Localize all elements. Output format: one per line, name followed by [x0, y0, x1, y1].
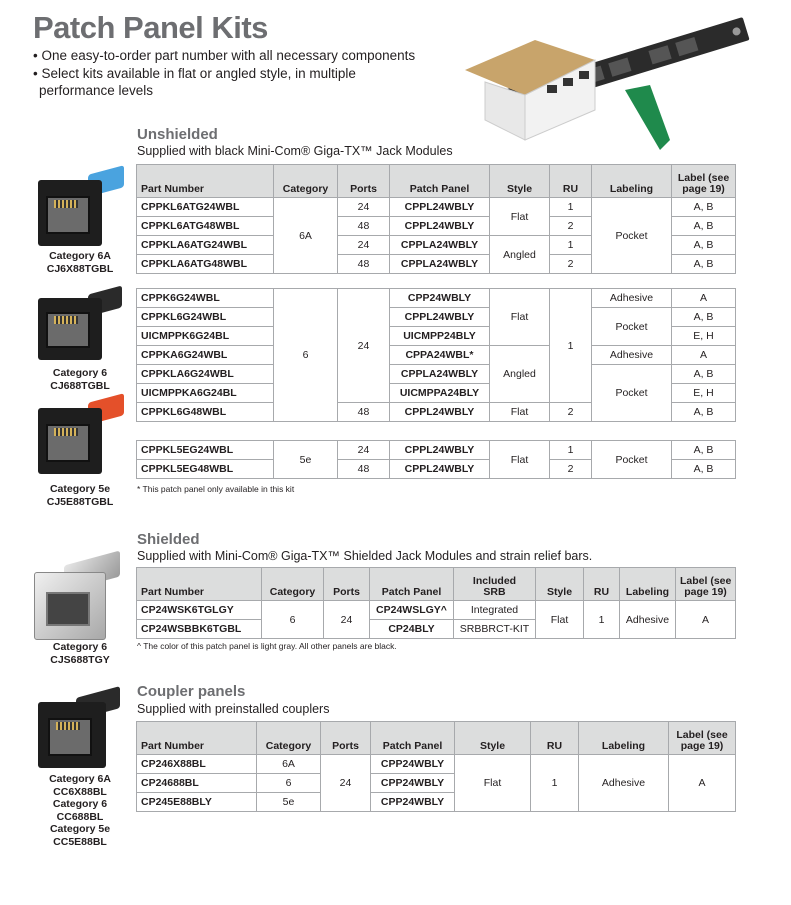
labeling: Pocket [592, 441, 672, 479]
col-label [669, 722, 736, 755]
section-title-unshielded: Unshielded [137, 126, 218, 143]
labeling: Adhesive [579, 755, 669, 812]
col-label-line2: page 19) [680, 740, 724, 752]
category: 6 [262, 601, 324, 639]
label: A [672, 289, 736, 308]
label: A, B [672, 217, 736, 236]
jack-shielded-image [34, 558, 126, 640]
col-category: Category [274, 165, 338, 198]
part-number: CPPKL5EG48WBL [137, 460, 274, 479]
part-number: CP24WSBBK6TGBL [137, 620, 262, 639]
col-label-line2: page 19) [684, 586, 727, 598]
patch-panel: CPPL24WBLY [390, 217, 490, 236]
label: A, B [672, 460, 736, 479]
col-label [676, 568, 736, 601]
label: A, B [672, 236, 736, 255]
caption-line: Category 5e [49, 483, 111, 495]
table-shielded [136, 567, 736, 639]
label: A, B [672, 198, 736, 217]
caption-line: Category 6 [52, 641, 108, 653]
label: A, B [672, 255, 736, 274]
label: A, B [672, 403, 736, 422]
ports: 48 [338, 255, 390, 274]
table-row [137, 289, 736, 308]
patch-panel: CPPLA24WBLY [390, 255, 490, 274]
caption-line: Category 6A [49, 250, 111, 262]
label: E, H [672, 384, 736, 403]
bullet-2: • Select kits available in flat or angled style, in multiple [33, 66, 356, 81]
category: 6 [257, 774, 321, 793]
category: 6A [274, 198, 338, 274]
col-ru: RU [531, 722, 579, 755]
category: 6A [257, 755, 321, 774]
ru: 2 [550, 217, 592, 236]
caption-line: Category 6 [52, 798, 108, 810]
table-row [137, 346, 736, 365]
caption-line: CC6X88BL [53, 785, 107, 798]
labeling: Adhesive [620, 601, 676, 639]
patch-panel-kit-image [455, 0, 755, 160]
col-part-number: Part Number [137, 722, 257, 755]
patch-panel: UICMPP24BLY [390, 327, 490, 346]
patch-panel: UICMPPA24BLY [390, 384, 490, 403]
caption-coupler [36, 773, 124, 848]
footnote-unshielded: * This patch panel only available in this kit [137, 484, 295, 494]
table-row [137, 441, 736, 460]
style: Flat [490, 403, 550, 422]
col-label-line1: Label (see [676, 729, 728, 741]
ru: 2 [550, 403, 592, 422]
style: Flat [490, 289, 550, 346]
category: 5e [257, 793, 321, 812]
patch-panel: CP24BLY [370, 620, 454, 639]
ru: 2 [550, 460, 592, 479]
ports: 24 [338, 441, 390, 460]
part-number: CPPKL5EG24WBL [137, 441, 274, 460]
ru: 2 [550, 255, 592, 274]
ports: 24 [338, 236, 390, 255]
patch-panel: CPP24WBLY [371, 793, 455, 812]
col-category: Category [257, 722, 321, 755]
part-number: CPPKL6ATG48WBL [137, 217, 274, 236]
ru: 1 [550, 289, 592, 403]
label: E, H [672, 327, 736, 346]
col-label-line1: Label (see [680, 575, 732, 587]
col-srb-line1: Included [472, 575, 517, 587]
col-label [672, 165, 736, 198]
caption-cat5e [36, 483, 124, 508]
patch-panel: CPP24WBLY [390, 289, 490, 308]
bullet-2-cont: performance levels [39, 83, 154, 98]
caption-shielded [36, 641, 124, 666]
style: Flat [490, 441, 550, 479]
part-number: CPPK6G24WBL [137, 289, 274, 308]
patch-panel: CPPA24WBL* [390, 346, 490, 365]
col-labeling: Labeling [579, 722, 669, 755]
table-header [137, 722, 736, 755]
col-patch-panel: Patch Panel [371, 722, 455, 755]
caption-line: Category 6A [49, 773, 111, 785]
table-header [137, 568, 736, 601]
patch-panel: CPP24WBLY [371, 755, 455, 774]
part-number: CPPKLA6ATG48WBL [137, 255, 274, 274]
ports: 48 [338, 217, 390, 236]
col-ports: Ports [324, 568, 370, 601]
part-number: CP24688BL [137, 774, 257, 793]
caption-cat6 [36, 367, 124, 392]
label: A, B [672, 441, 736, 460]
ru: 1 [550, 441, 592, 460]
patch-panel: CPPL24WBLY [390, 308, 490, 327]
category: 5e [274, 441, 338, 479]
col-patch-panel: Patch Panel [370, 568, 454, 601]
part-number: CP246X88BL [137, 755, 257, 774]
part-number: CPPKL6G48WBL [137, 403, 274, 422]
table-coupler [136, 721, 736, 812]
table-row [137, 308, 736, 327]
table-unshielded-cat5e [136, 440, 736, 479]
col-style: Style [490, 165, 550, 198]
coupler-image [38, 692, 130, 770]
caption-line: CJ688TGBL [50, 379, 110, 392]
srb: SRBBRCT-KIT [454, 620, 536, 639]
jack-cat6a-image [38, 170, 130, 248]
col-style: Style [536, 568, 584, 601]
col-patch-panel: Patch Panel [390, 165, 490, 198]
part-number: CPPKLA6G24WBL [137, 365, 274, 384]
caption-line: CJ6X88TGBL [46, 262, 114, 275]
table-row [137, 198, 736, 217]
section-subtitle-shielded: Supplied with Mini-Com® Giga-TX™ Shielded Jack Modules and strain relief bars. [137, 549, 593, 563]
patch-panel: CP24WSLGY^ [370, 601, 454, 620]
label: A [676, 601, 736, 639]
ru: 1 [550, 236, 592, 255]
col-labeling: Labeling [620, 568, 676, 601]
label: A [669, 755, 736, 812]
section-title-shielded: Shielded [137, 531, 200, 548]
ports: 24 [338, 289, 390, 403]
col-label-line1: Label (see [677, 172, 730, 184]
table-unshielded-cat6a [136, 164, 736, 274]
part-number: CP24WSK6TGLGY [137, 601, 262, 620]
caption-line: Category 5e [49, 823, 111, 835]
section-title-coupler: Coupler panels [137, 683, 246, 700]
ru: 1 [531, 755, 579, 812]
patch-panel: CPPLA24WBLY [390, 236, 490, 255]
patch-panel: CPPL24WBLY [390, 460, 490, 479]
footnote-shielded: ^ The color of this patch panel is light gray. All other panels are black. [137, 641, 397, 651]
table-row [137, 601, 736, 620]
col-labeling: Labeling [592, 165, 672, 198]
labeling: Pocket [592, 365, 672, 422]
ports: 48 [338, 403, 390, 422]
labeling: Adhesive [592, 289, 672, 308]
part-number: CPPKL6ATG24WBL [137, 198, 274, 217]
labeling: Pocket [592, 198, 672, 274]
col-included-srb [454, 568, 536, 601]
jack-cat6-image [38, 290, 130, 362]
ru: 1 [584, 601, 620, 639]
col-ru: RU [584, 568, 620, 601]
labeling: Pocket [592, 308, 672, 346]
patch-panel: CPP24WBLY [371, 774, 455, 793]
part-number: CPPKL6G24WBL [137, 308, 274, 327]
section-subtitle-unshielded: Supplied with black Mini-Com® Giga-TX™ Jack Modules [137, 144, 453, 158]
labeling: Adhesive [592, 346, 672, 365]
part-number: UICMPPKA6G24BL [137, 384, 274, 403]
table-row [137, 755, 736, 774]
ports: 24 [338, 198, 390, 217]
col-ru: RU [550, 165, 592, 198]
col-ports: Ports [338, 165, 390, 198]
section-subtitle-coupler: Supplied with preinstalled couplers [137, 702, 330, 716]
patch-panel: CPPL24WBLY [390, 403, 490, 422]
table-row [137, 365, 736, 384]
part-number: CPPKLA6ATG24WBL [137, 236, 274, 255]
caption-line: Category 6 [52, 367, 108, 379]
style: Flat [455, 755, 531, 812]
col-category: Category [262, 568, 324, 601]
ru: 1 [550, 198, 592, 217]
ports: 48 [338, 460, 390, 479]
page-title: Patch Panel Kits [33, 10, 268, 45]
col-srb-line2: SRB [483, 586, 506, 598]
col-part-number: Part Number [137, 165, 274, 198]
label: A, B [672, 365, 736, 384]
col-part-number: Part Number [137, 568, 262, 601]
caption-line: CC5E88BL [53, 835, 107, 848]
category: 6 [274, 289, 338, 422]
style: Flat [536, 601, 584, 639]
patch-panel: CPPL24WBLY [390, 198, 490, 217]
patch-panel: CPPL24WBLY [390, 441, 490, 460]
bullet-1: • One easy-to-order part number with all necessary components [33, 48, 416, 63]
col-label-line2: page 19) [682, 183, 725, 195]
caption-cat6a [36, 250, 124, 275]
col-ports: Ports [321, 722, 371, 755]
table-header [137, 165, 736, 198]
part-number: CP245E88BLY [137, 793, 257, 812]
caption-line: CJS688TGY [50, 653, 110, 666]
label: A [672, 346, 736, 365]
ports: 24 [324, 601, 370, 639]
style: Flat [490, 198, 550, 236]
patch-panel: CPPLA24WBLY [390, 365, 490, 384]
style: Angled [490, 346, 550, 403]
jack-cat5e-image [38, 398, 130, 478]
ports: 24 [321, 755, 371, 812]
style: Angled [490, 236, 550, 274]
table-unshielded-cat6 [136, 288, 736, 422]
label: A, B [672, 308, 736, 327]
caption-line: CC688BL [56, 810, 104, 823]
part-number: UICMPPK6G24BL [137, 327, 274, 346]
part-number: CPPKA6G24WBL [137, 346, 274, 365]
srb: Integrated [454, 601, 536, 620]
col-style: Style [455, 722, 531, 755]
caption-line: CJ5E88TGBL [46, 495, 114, 508]
